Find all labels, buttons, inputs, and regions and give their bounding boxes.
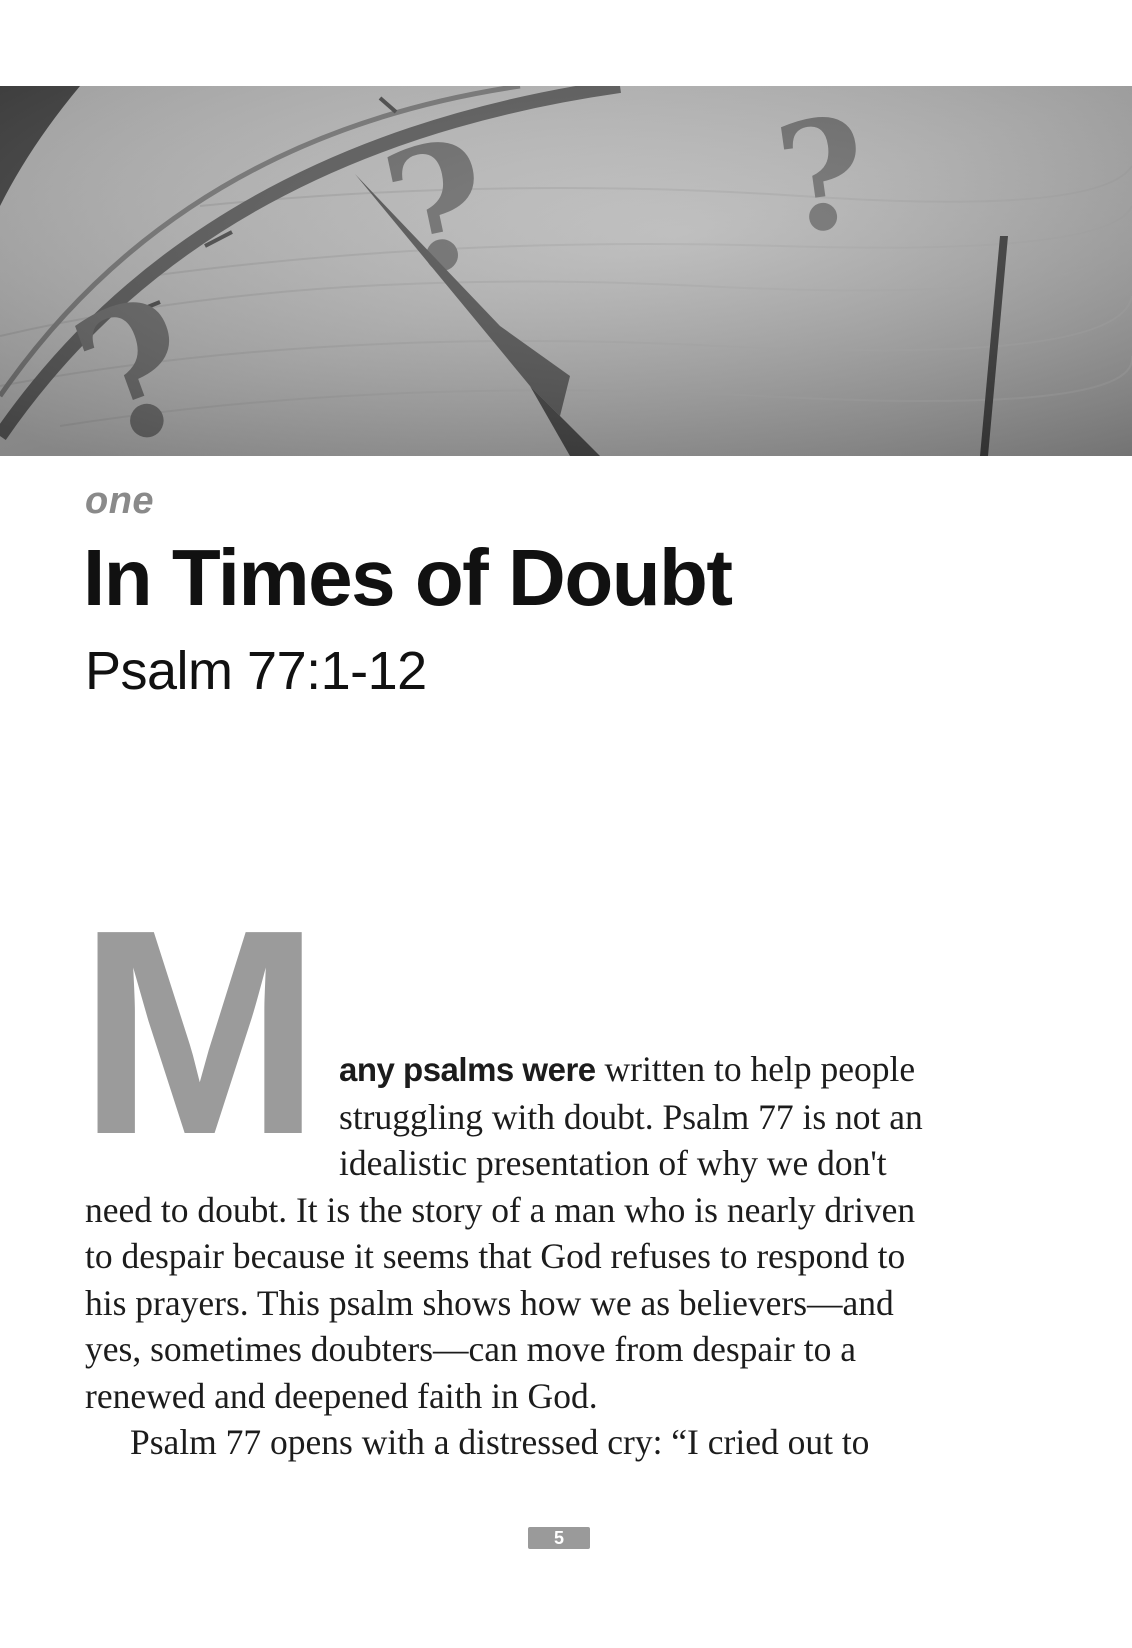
scripture-reference: Psalm 77:1-12 xyxy=(85,641,427,701)
text-line: renewed and deepened faith in God. xyxy=(85,1375,598,1416)
text-line: to despair because it seems that God refuses to respond to xyxy=(85,1236,906,1276)
lead-in-text: any psalms were xyxy=(339,1051,596,1088)
text-line: his prayers. This psalm shows how we as believers—and xyxy=(85,1282,894,1323)
line-text: written to help people xyxy=(595,1049,916,1089)
page-number: 5 xyxy=(528,1527,590,1549)
text-line: struggling with doubt. Psalm 77 is not an xyxy=(339,1096,923,1137)
chapter-number: one xyxy=(85,480,155,522)
text-line: idealistic presentation of why we don't xyxy=(339,1143,887,1183)
text-line: need to doubt. It is the story of a man who is nearly driven xyxy=(85,1189,916,1230)
text-line: yes, sometimes doubters—can move from despair to a xyxy=(85,1329,856,1369)
text-line xyxy=(85,1046,1045,1094)
clock-with-question-marks-photo-icon xyxy=(0,86,1132,456)
drop-cap-letter: M xyxy=(78,869,314,1195)
paragraph xyxy=(85,1419,1045,1466)
header-photo xyxy=(0,86,1132,456)
paragraph xyxy=(85,1046,1045,1419)
chapter-title: In Times of Doubt xyxy=(83,533,732,622)
text-line: Psalm 77 opens with a distressed cry: “I cried out to xyxy=(130,1422,870,1462)
body-text xyxy=(85,1046,1045,1466)
